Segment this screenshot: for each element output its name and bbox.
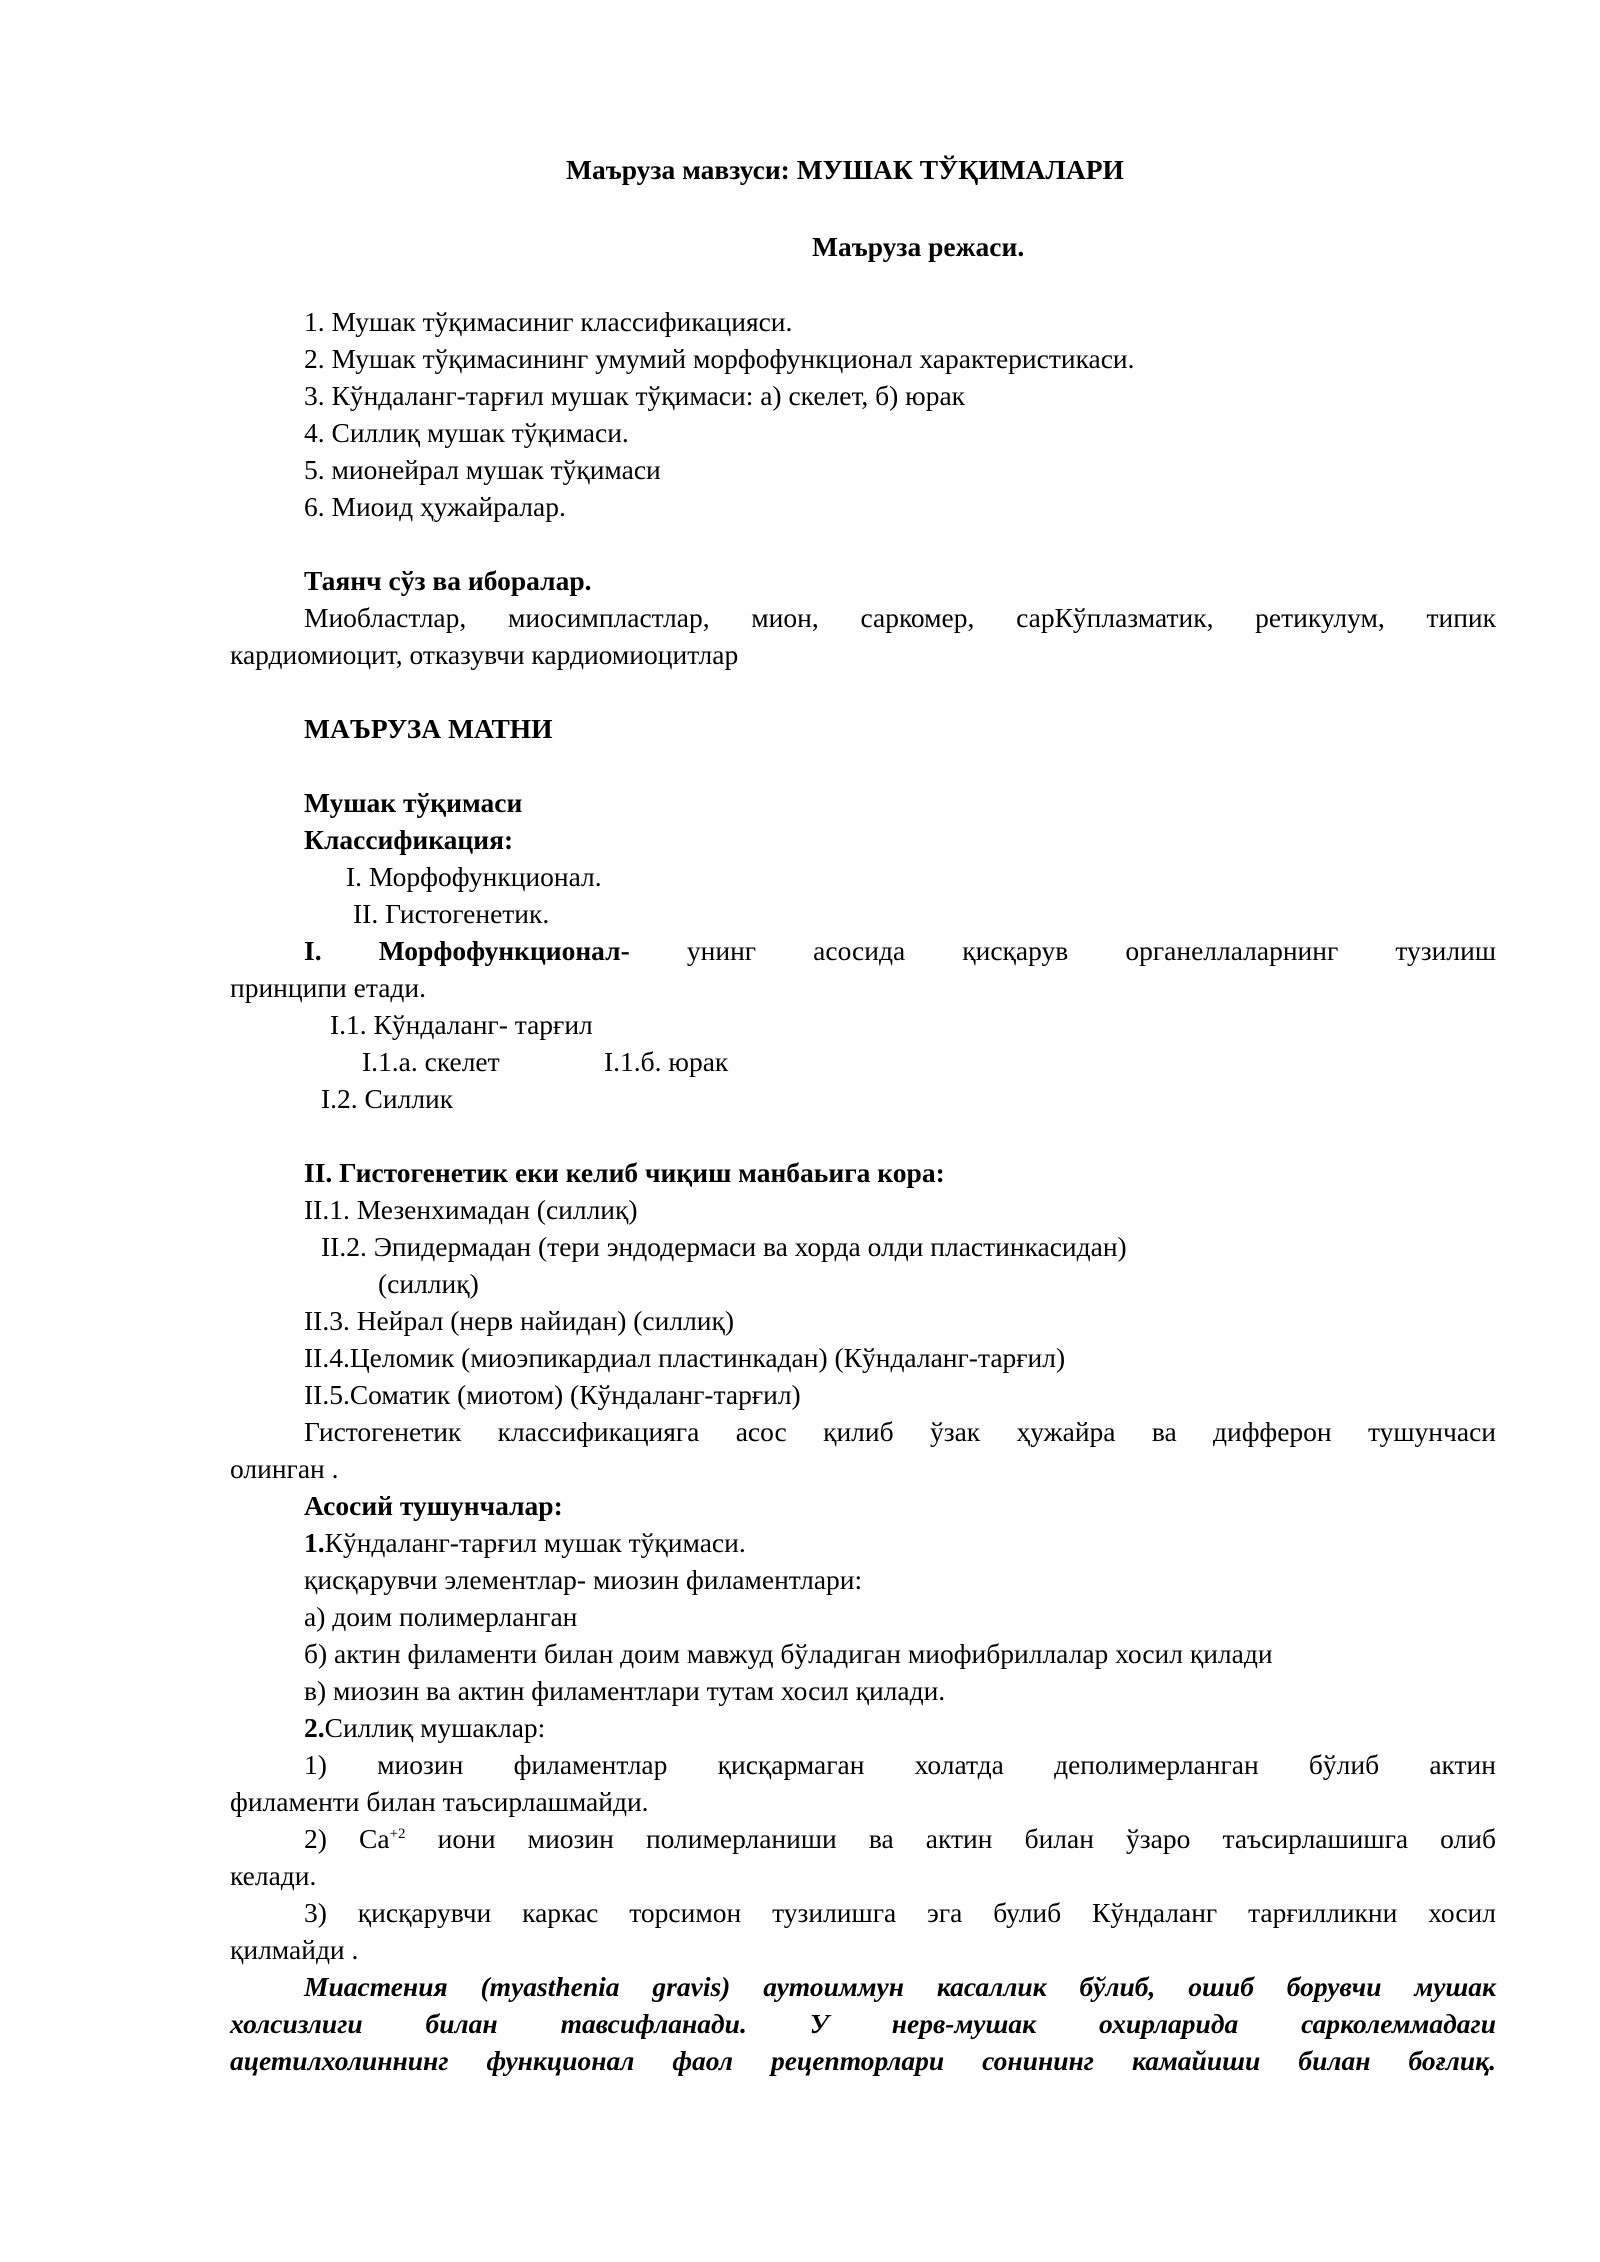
calcium-charge: +2	[389, 1825, 406, 1842]
plan-heading: Маъруза режаси.	[812, 231, 1025, 262]
histo-heading: II. Гистогенетик еки келиб чиқиш манбаьига кора:	[304, 1157, 945, 1188]
histo-note-cont: олинган .	[230, 1453, 339, 1484]
plan-item: 1. Мушак тўқимасиниг классификацияси.	[304, 306, 793, 337]
morpho-sub: I.1. Кўндаланг- тарғил	[330, 1009, 593, 1040]
histo-item: II.1. Мезенхимадан (силлиқ)	[304, 1194, 638, 1225]
keywords-heading: Таянч сўз ва иборалар.	[304, 565, 592, 596]
plan-item: 6. Миоид ҳужайралар.	[304, 491, 566, 522]
concept-2-paragraph: 3) қисқарувчи каркас торсимон тузилишга эга булиб Кўндаланг тарғилликни хосил	[304, 1897, 1496, 1928]
concept-2-text: Силлиқ мушаклар:	[324, 1712, 546, 1743]
keywords-line: кардиомиоцит, отказувчи кардиомиоцитлар	[230, 639, 739, 670]
plan-item: 4. Силлиқ мушак тўқимаси.	[304, 417, 629, 448]
concept-1-text: Кўндаланг-тарғил мушак тўқимаси.	[324, 1527, 746, 1558]
morpho-sub-b: I.1.б. юрак	[604, 1046, 729, 1077]
plan-item: 3. Кўндаланг-тарғил мушак тўқимаси: а) скелет, б) юрак	[304, 380, 966, 411]
concept-1-title	[304, 1524, 746, 1561]
myasthenia-paragraph: холсизлиги билан тавсифланади. У нерв-мушак охирларида сарколеммадаги	[230, 2008, 1496, 2039]
classification-item: II. Гистогенетик.	[353, 898, 550, 929]
classification-heading: Классификация:	[304, 824, 514, 855]
myasthenia-paragraph: Миастения (myasthenia gravis) аутоиммун касаллик бўлиб, ошиб борувчи мушак	[304, 1971, 1496, 2002]
morpho-label: I. Морфофункционал-	[304, 935, 630, 966]
myasthenia-paragraph: ацетилхолиннинг функционал фаол рецепторлари сонининг камайиши билан боғлиқ.	[230, 2045, 1496, 2076]
histo-item: II.4.Целомик (миоэпикардиал пластинкадан) (Кўндаланг-тарғил)	[304, 1342, 1066, 1373]
histo-item: II.3. Нейрал (нерв найидан) (силлиқ)	[304, 1305, 735, 1336]
plan-item: 5. мионейрал мушак тўқимаси	[304, 454, 661, 485]
keywords-line: Миобластлар, миосимпластлар, мион, саркомер, сарКўплазматик, ретикулум, типик	[304, 602, 1496, 633]
concept-1-line: в) миозин ва актин филаментлари тутам хосил қилади.	[304, 1675, 946, 1706]
concept-1-line: б) актин филаменти билан доим мавжуд бўладиган миофибриллалар хосил қилади	[304, 1638, 1273, 1669]
title-topic: МУШАК ТЎҚИМАЛАРИ	[796, 154, 1124, 185]
plan-item: 2. Мушак тўқимасининг умумий морфофункционал характеристикаси.	[304, 343, 1135, 374]
morpho-sub: I.2. Силлик	[321, 1083, 454, 1114]
histo-item-cont: (силлиқ)	[378, 1268, 479, 1299]
concept-1-number: 1.	[304, 1527, 325, 1558]
concepts-heading: Асосий тушунчалар:	[304, 1490, 563, 1521]
title-prefix: Маъруза мавзуси:	[566, 154, 797, 185]
concept-2-paragraph-cont: қилмайди .	[230, 1934, 359, 1965]
morpho-text-cont: принципи етади.	[230, 972, 426, 1003]
morpho-paragraph	[304, 932, 1496, 969]
histo-item: II.5.Соматик (миотом) (Кўндаланг-тарғил)	[304, 1379, 801, 1410]
concept-2-paragraph-cont: келади.	[230, 1860, 317, 1891]
concept-2-number: 2.	[304, 1712, 325, 1743]
concept-1-line: қисқарувчи элементлар- миозин филаментлари:	[304, 1564, 863, 1595]
concept-2-title	[304, 1709, 545, 1746]
morpho-text: унинг асосида қисқарув органеллаларнинг тузилиш	[629, 935, 1496, 966]
concept-2-text: иони миозин полимерланиши ва актин билан ўзаро таъсирлашишга олиб	[405, 1823, 1496, 1854]
concept-2-paragraph	[304, 1820, 1496, 1857]
morpho-sub-a: I.1.а. скелет	[362, 1046, 500, 1077]
lecture-text-heading: МАЪРУЗА МАТНИ	[304, 713, 553, 744]
histo-item: II.2. Эпидермадан (тери эндодермаси ва хорда олди пластинкасидан)	[321, 1231, 1127, 1262]
calcium-symbol: 2) Ca	[304, 1823, 390, 1854]
section-title: Мушак тўқимаси	[304, 787, 523, 818]
lecture-title	[566, 151, 1124, 188]
concept-2-paragraph: 1) миозин филаментлар қисқармаган холатда деполимерланган бўлиб актин	[304, 1749, 1496, 1780]
concept-2-paragraph-cont: филаменти билан таъсирлашмайди.	[230, 1786, 649, 1817]
concept-1-line: а) доим полимерланган	[304, 1601, 578, 1632]
histo-note: Гистогенетик классификацияга асос қилиб ўзак ҳужайра ва дифферон тушунчаси	[304, 1416, 1496, 1447]
classification-item: I. Морфофункционал.	[346, 861, 602, 892]
